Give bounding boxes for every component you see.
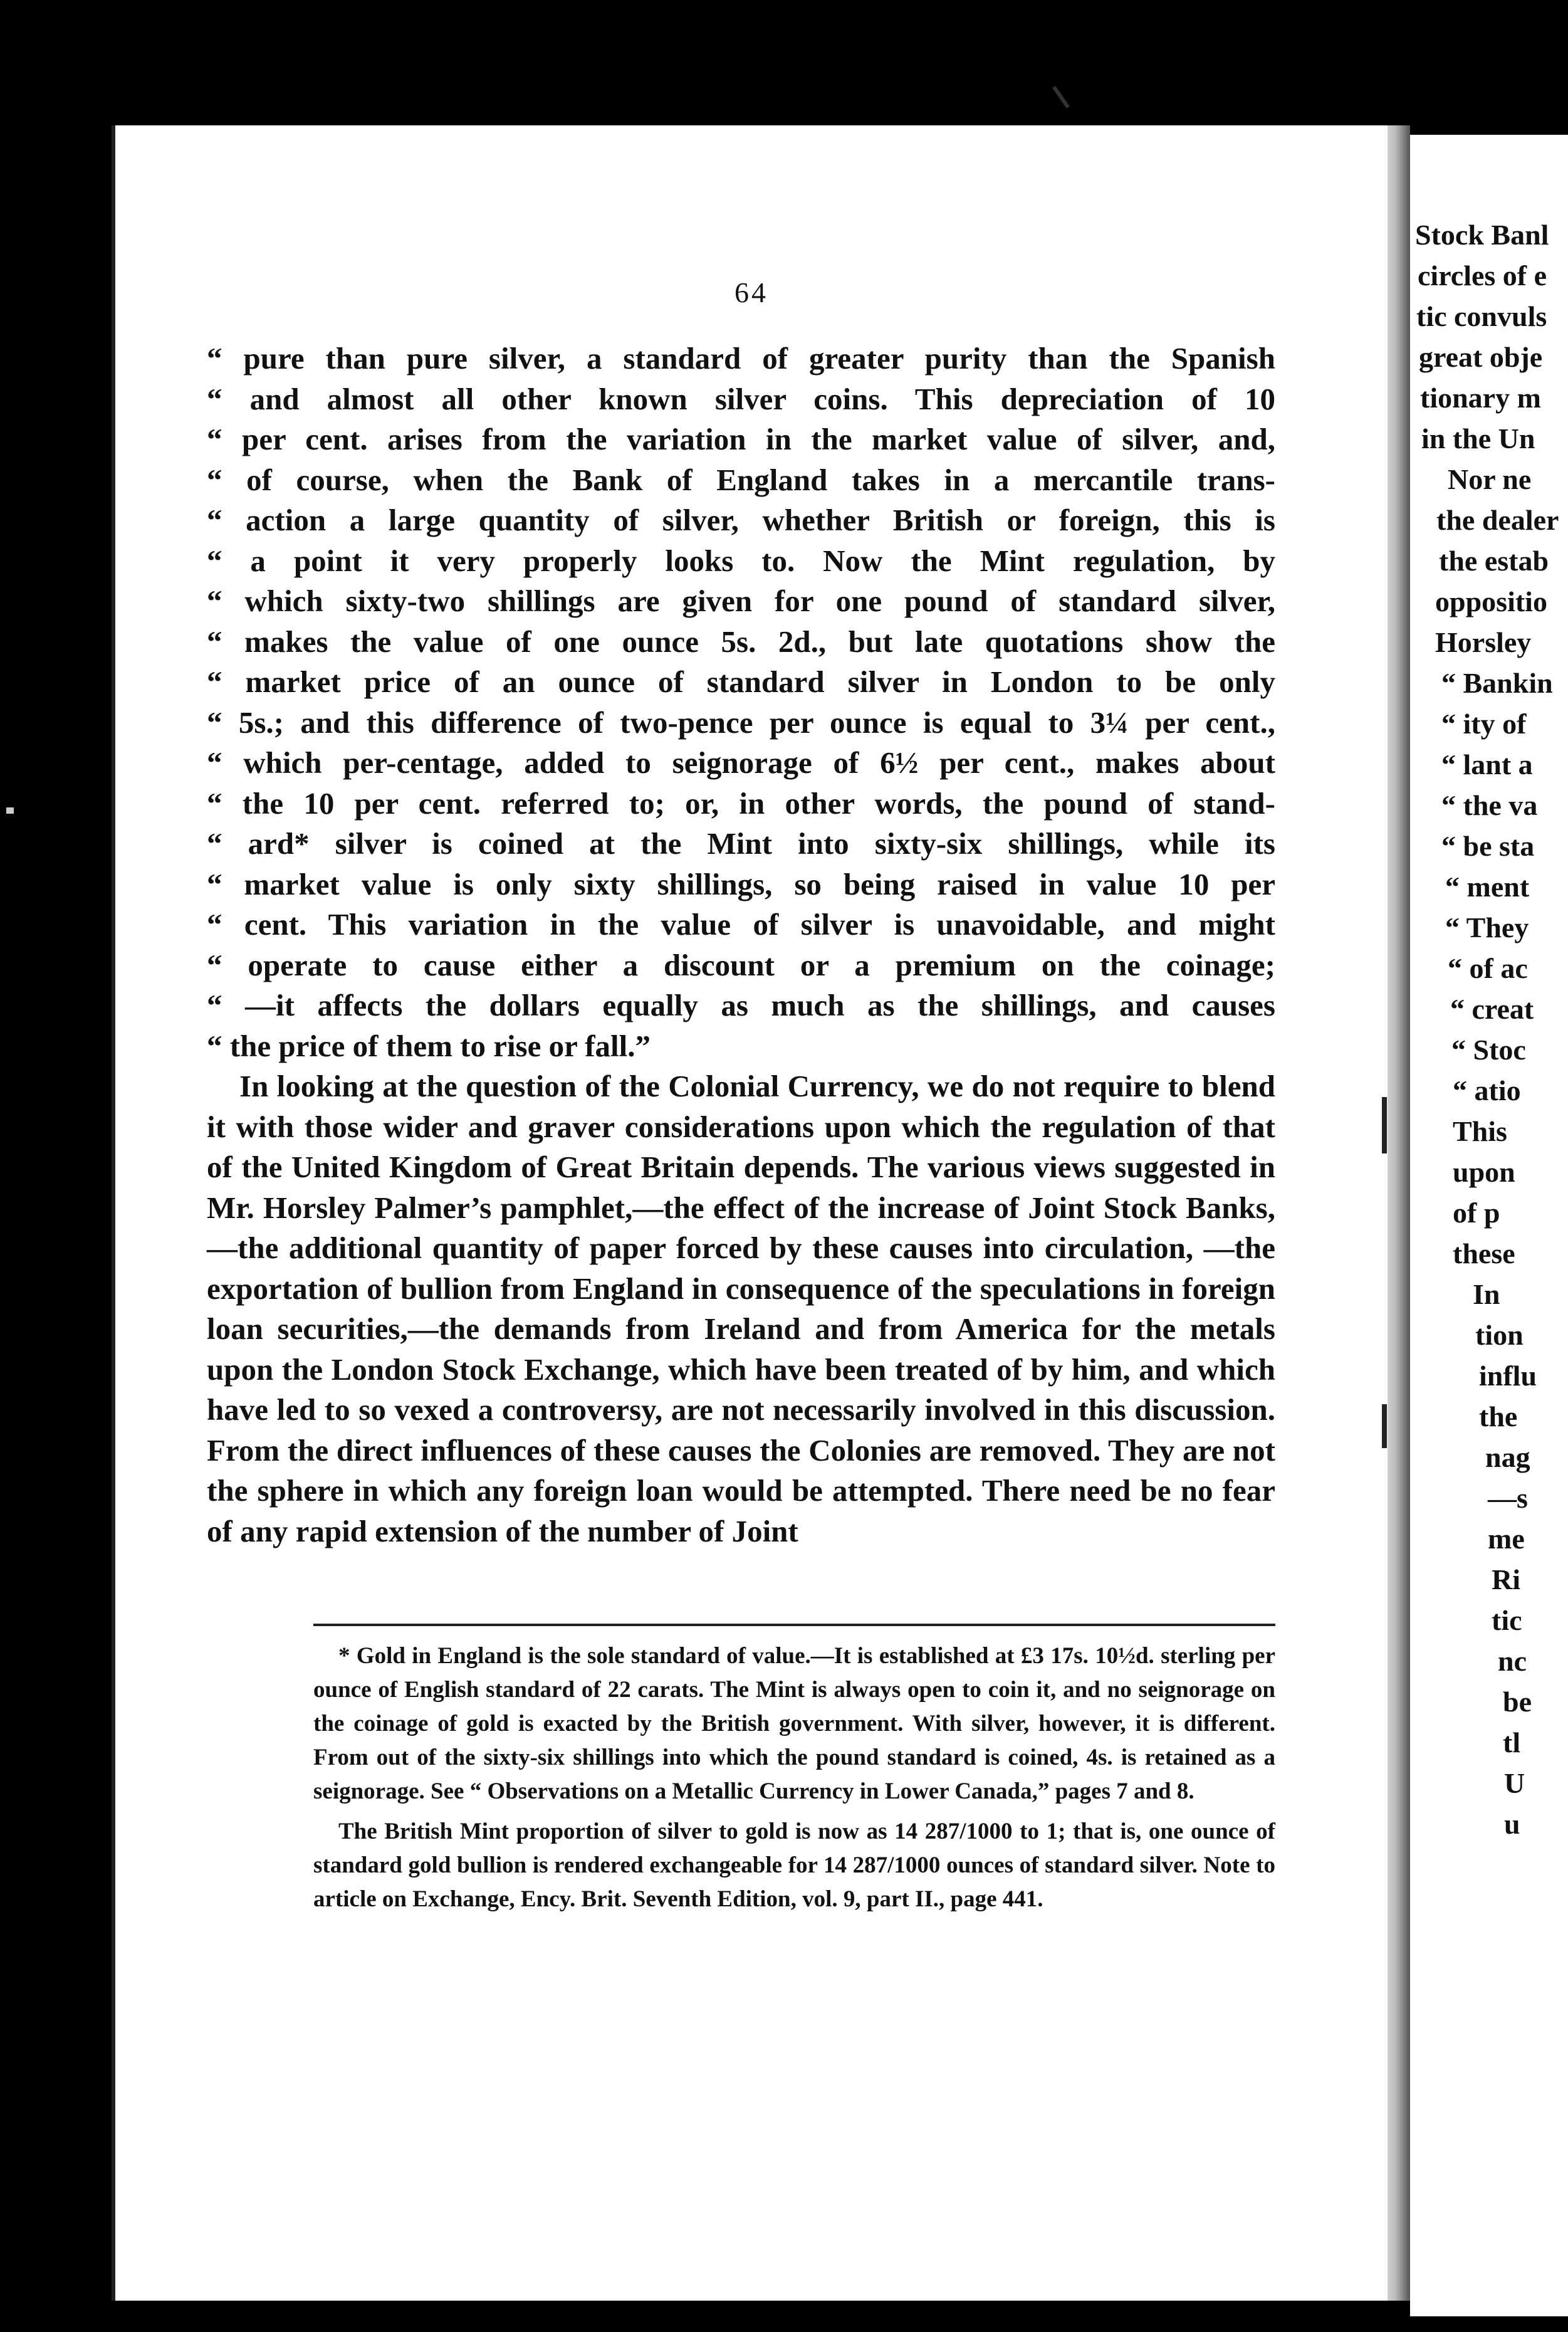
right-page-line: oppositio — [1435, 586, 1547, 617]
right-page-line: great obje — [1419, 341, 1543, 373]
quote-line: “ —it affects the dollars equally as much as the shillings, and causes — [207, 988, 1275, 1022]
right-page-line: of p — [1453, 1197, 1500, 1229]
page-edge-mark — [1382, 1097, 1387, 1153]
quote-line: “ cent. This variation in the value of silver is unavoidable, and might — [207, 907, 1275, 942]
quoted-passage — [207, 339, 1275, 1066]
right-page-line: u — [1504, 1808, 1520, 1840]
right-page-line: Ri — [1492, 1563, 1520, 1595]
right-page-line: the estab — [1439, 545, 1549, 577]
quote-line: “ 5s.; and this difference of two-pence per ounce is equal to 3¼ per cent., — [207, 705, 1275, 740]
right-page-line: In — [1473, 1278, 1500, 1310]
right-page-line: be — [1503, 1686, 1532, 1718]
footnote: * Gold in England is the sole standard of value.—It is established at £3 17s. 10½d. sterling per ounce of English standard of 22 carats. The Mint is always open to coin it, and no seignorage on the coinage of gold is exacted by the British government. With silver, however, it is different. From out of the sixty-six shillings into which the pound standard is coined, 4s. is retained as a seignorage. See “ Observations on a Metallic Currency in Lower Canada,” pages 7 and 8. — [313, 1643, 1275, 1804]
right-page-line: U — [1504, 1767, 1525, 1799]
quote-line: “ makes the value of one ounce 5s. 2d., but late quotations show the — [207, 624, 1275, 659]
right-page-line: upon — [1453, 1156, 1515, 1188]
right-page-line: influ — [1479, 1360, 1537, 1392]
right-page-line: tic convuls — [1416, 300, 1547, 332]
right-page-line: the — [1479, 1400, 1518, 1432]
right-page-line: This — [1453, 1115, 1507, 1147]
right-page-line: in the Un — [1421, 423, 1535, 454]
right-page-line: these — [1453, 1237, 1515, 1269]
footnote-rule — [313, 1624, 1275, 1626]
quote-line: “ market price of an ounce of standard silver in London to be only — [207, 664, 1275, 699]
page-number: 64 — [734, 276, 768, 308]
quote-line: “ action a large quantity of silver, whether British or foreign, this is — [207, 503, 1275, 537]
quote-line: “ and almost all other known silver coins. This depreciation of 10 — [207, 381, 1275, 416]
right-page-line: nc — [1498, 1645, 1527, 1677]
footnotes — [313, 1639, 1275, 1916]
paragraph: In looking at the question of the Colonial Currency, we do not require to blend it with those wider and graver considerations upon which the regulation of that of the United Kingdom of Great Britain depends. The various views suggested in Mr. Horsley Palmer’s pamphlet,—the effect of the increase of Joint Stock Banks,—the additional quantity of paper forced by these causes into circulation, —the exportation of bullion from England in consequence of the speculations in foreign loan securities,—the demands from Ireland and from America for the metals upon the London Stock Exchange, which have been treated of by him, and which have led to so vexed a controversy, are not necessarily involved in this discussion. From the direct influences of these causes the Colonies are removed. They are not the sphere in which any foreign loan would be attempted. There need be no fear of any rapid extension of the number of Joint — [207, 1069, 1275, 1548]
quote-line: “ which per-centage, added to seignorage of 6½ per cent., makes about — [207, 745, 1275, 780]
right-page-line: “ Stoc — [1451, 1034, 1526, 1066]
right-page-line: “ Bankin — [1441, 667, 1553, 699]
right-page-line: Nor ne — [1448, 463, 1532, 495]
quote-line: “ operate to cause either a discount or a premium on the coinage; — [207, 947, 1275, 982]
right-page-line: —s — [1488, 1482, 1528, 1514]
scan-mark — [1052, 86, 1070, 108]
quote-line: “ the price of them to rise or fall.” — [207, 1028, 651, 1063]
right-page-line: “ ity of — [1441, 708, 1527, 740]
right-page-line: Stock Banl — [1415, 219, 1549, 251]
right-page-line: “ lant a — [1441, 748, 1533, 780]
right-page-line: tion — [1475, 1319, 1524, 1351]
quote-line: “ market value is only sixty shillings, so being raised in value 10 per — [207, 866, 1275, 901]
scan-speck — [6, 807, 14, 814]
right-page-line: “ creat — [1450, 993, 1534, 1025]
right-page-line: “ of ac — [1448, 952, 1528, 984]
quote-line: “ the 10 per cent. referred to; or, in other words, the pound of stand- — [207, 785, 1275, 821]
quote-line: “ of course, when the Bank of England takes in a mercantile trans- — [207, 462, 1275, 497]
right-page — [1410, 135, 1568, 2316]
quote-line: “ which sixty-two shillings are given for one pound of standard silver, — [207, 584, 1275, 618]
footnote: The British Mint proportion of silver to gold is now as 14 287/1000 to 1; that is, one ounce of standard gold bullion is rendered exchangeable for 14 287/1000 ounces of standard silver. Note to article on Exchange, Ency. Brit. Seventh Edition, vol. 9, part II., page 441. — [313, 1819, 1275, 1912]
right-page-line: me — [1488, 1523, 1525, 1555]
right-page-line: “ the va — [1441, 789, 1538, 821]
right-page-line: “ ment — [1445, 871, 1530, 903]
main-text — [207, 339, 1275, 1552]
right-page-line: “ be sta — [1441, 830, 1535, 862]
quote-line: “ ard* silver is coined at the Mint into sixty-six shillings, while its — [207, 826, 1275, 861]
right-page-line: tic — [1492, 1604, 1522, 1636]
quote-line: “ pure than pure silver, a standard of greater purity than the Spanish — [207, 341, 1275, 376]
right-page-line: Horsley — [1435, 626, 1532, 658]
right-page-line: circles of e — [1418, 260, 1547, 292]
right-page-line: the dealer — [1436, 504, 1559, 536]
quote-line: “ a point it very properly looks to. Now the Mint regulation, by — [207, 543, 1275, 578]
quote-line: “ per cent. arises from the variation in the market value of silver, and, — [207, 422, 1275, 456]
right-page-line: nag — [1485, 1441, 1530, 1473]
right-page-line: tl — [1503, 1726, 1521, 1758]
right-page-line: “ They — [1445, 911, 1529, 943]
right-page-line: “ atio — [1453, 1074, 1521, 1106]
page-edge-mark — [1382, 1404, 1387, 1448]
right-page-line: tionary m — [1420, 382, 1541, 414]
